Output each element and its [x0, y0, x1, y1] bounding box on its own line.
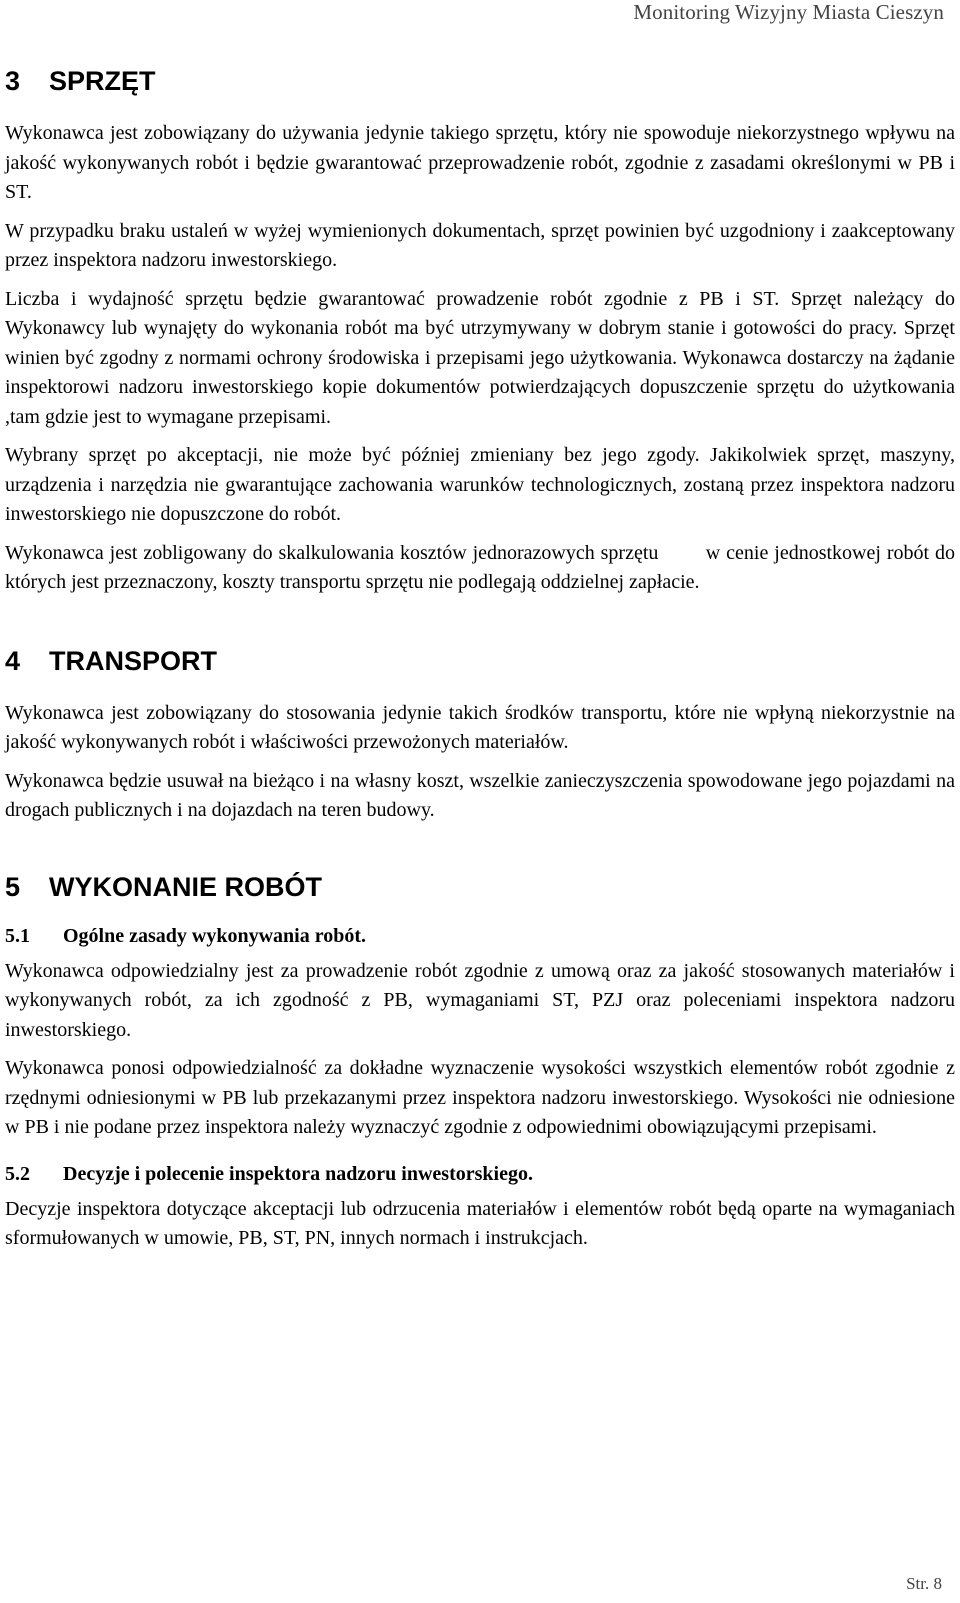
paragraph: Wykonawca będzie usuwał na bieżąco i na własny koszt, wszelkie zanieczyszczenia spowodowane jego pojazdami na drogach publicznych i na dojazdach na teren budowy.: [5, 769, 955, 821]
section-title: TRANSPORT: [49, 645, 217, 676]
subsection-5-2-heading: [5, 1163, 955, 1186]
section-5-heading: [5, 872, 955, 903]
subsection-number: 5.2: [5, 1162, 30, 1185]
paragraph: Wykonawca jest zobligowany do skalkulowania kosztów jednorazowych sprzętu w cenie jednostkowej robót do których jest przeznaczony, koszty transportu sprzętu nie podlegają oddzielnej zapłacie.: [5, 541, 960, 593]
paragraph: Decyzje inspektora dotyczące akceptacji lub odrzucenia materiałów i elementów robót będą oparte na wymaganiach sformułowanych w umowie, PB, ST, PN, innych normach i instrukcjach.: [5, 1197, 955, 1249]
section-number: 5: [5, 871, 21, 902]
paragraph: Wykonawca ponosi odpowiedzialność za dokładne wyznaczenie wysokości wszystkich elementów robót zgodnie z rzędnymi odniesionymi w PB lub przekazanymi przez inspektora nadzoru inwestorskiego. Wysokości nie odniesione w PB i nie podane przez inspektora należy wyznaczyć zgodnie z odpowiednimi obowiązującymi przepisami.: [5, 1057, 955, 1138]
subsection-title: Decyzje i polecenie inspektora nadzoru inwestorskiego.: [63, 1162, 533, 1185]
subsection-5-1-heading: [5, 925, 955, 948]
section-number: 3: [5, 66, 21, 96]
section-number: 4: [5, 645, 21, 676]
paragraph: Liczba i wydajność sprzętu będzie gwarantować prowadzenie robót zgodnie z PB i ST. Sprzęt należący do Wykonawcy lub wynajęty do wykonania robót ma być utrzymywany w dobrym stanie i gotowości do pracy. Sprzęt winien być zgodny z normami ochrony środowiska i przepisami jego użytkowania. Wykonawca dostarczy na żądanie inspektorowi nadzoru inwestorskiego kopie dokumentów potwierdzających dopuszczenie sprzętu do użytkowania ,tam gdzie jest to wymagane przepisami.: [5, 287, 955, 428]
paragraph: Wykonawca jest zobowiązany do stosowania jedynie takich środków transportu, które nie wpłyną niekorzystnie na jakość wykonywanych robót i właściwości przewożonych materiałów.: [5, 701, 955, 753]
section-title: SPRZĘT: [49, 66, 156, 96]
subsection-number: 5.1: [5, 924, 30, 947]
subsection-title: Ogólne zasady wykonywania robót.: [63, 924, 367, 947]
paragraph: Wybrany sprzęt po akceptacji, nie może być później zmieniany bez jego zgody. Jakikolwiek sprzęt, maszyny, urządzenia i narzędzia nie gwarantujące zachowania warunków technologicznych, zostaną przez inspektora nadzoru inwestorskiego nie dopuszczone do robót.: [5, 444, 955, 525]
section-3-heading: [5, 66, 955, 97]
paragraph: Wykonawca jest zobowiązany do używania jedynie takiego sprzętu, który nie spowoduje niekorzystnego wpływu na jakość wykonywanych robót i będzie gwarantować przeprowadzenie robót, zgodnie z zasadami określonymi w PB i ST.: [5, 122, 955, 203]
page-number: Str. 8: [906, 1574, 942, 1593]
section-4-heading: [5, 646, 955, 677]
running-header: Monitoring Wizyjny Miasta Cieszyn: [633, 0, 944, 24]
paragraph: W przypadku braku ustaleń w wyżej wymienionych dokumentach, sprzęt powinien być uzgodniony i zaakceptowany przez inspektora nadzoru inwestorskiego.: [5, 219, 955, 271]
section-title: WYKONANIE ROBÓT: [49, 871, 322, 902]
paragraph: Wykonawca odpowiedzialny jest za prowadzenie robót zgodnie z umową oraz za jakość stosowanych materiałów i wykonywanych robót, za ich zgodność z PB, wymaganiami ST, PZJ oraz poleceniami inspektora nadzoru inwestorskiego.: [5, 959, 955, 1041]
document-body: [5, 60, 960, 1254]
